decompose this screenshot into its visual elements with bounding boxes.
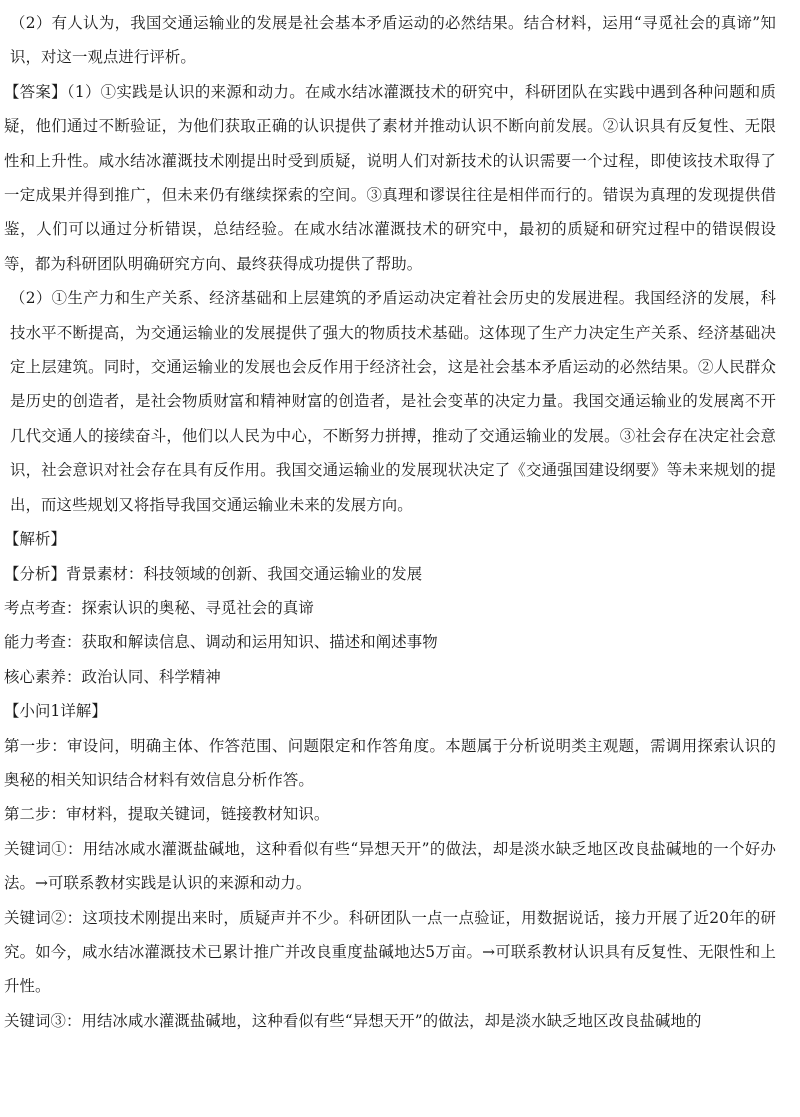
answer-part2: （2）①生产力和生产关系、经济基础和上层建筑的矛盾运动决定着社会历史的发展进程。我国经济的发展，科技水平不断提高，为交通运输业的发展提供了强大的物质技术基础。这体现了生产力决定生产关系、经济基础决定上层建筑。同时，交通运输业的发展也会反作用于经济社会，这是社会基本矛盾运动的必然结果。②人民群众是历史的创造者，是社会物质财富和精神财富的创造者，是社会变革的决定力量。我国交通运输业的发展离不开几代交通人的接续奋斗，他们以人民为中心，不断努力拼搏，推动了交通运输业的发展。③社会存在决定社会意识，社会意识对社会存在具有反作用。我国交通运输业的发展现状决定了《交通强国建设纲要》等未来规划的提出，而这些规划又将指导我国交通运输业未来的发展方向。 [10,289,776,514]
step-1: 第一步：审设问，明确主体、作答范围、问题限定和作答角度。本题属于分析说明类主观题，需调用探索认识的奥秘的相关知识结合材料有效信息分析作答。 [4,736,776,789]
answer-part1 [4,75,776,281]
keyword-2: 关键词②：这项技术刚提出来时，质疑声并不少。科研团队一点一点验证，用数据说话，接力开展了近20年的研究。如今，咸水结冰灌溉技术已累计推广并改良重度盐碱地达5万亩。→可联系教材认识具有反复性、无限性和上升性。 [4,908,776,996]
analysis-ability: 能力考查：获取和解读信息、调动和运用知识、描述和阐述事物 [4,633,438,652]
keyword-1: 关键词①：用结冰咸水灌溉盐碱地，这种看似有些“异想天开”的做法，却是淡水缺乏地区改良盐碱地的一个好办法。→可联系教材实践是认识的来源和动力。 [4,839,776,893]
document-page [4,6,776,1038]
step-2: 第二步：审材料，提取关键词，链接教材知识。 [4,805,330,824]
analysis-exam-points: 考点考查：探索认识的奥秘、寻觅社会的真谛 [4,598,314,617]
answer-label: 【答案】 [4,82,67,101]
keyword-3: 关键词③：用结冰咸水灌溉盐碱地，这种看似有些“异想天开”的做法，却是淡水缺乏地区改良盐碱地的 [4,1011,702,1030]
analysis-core-literacy: 核心素养：政治认同、科学精神 [4,667,221,686]
question-part2: （2）有人认为，我国交通运输业的发展是社会基本矛盾运动的必然结果。结合材料，运用“寻觅社会的真谛”知识，对这一观点进行评析。 [10,14,776,67]
analysis-label: 【解析】 [4,530,66,549]
analysis-background: 【分析】背景素材：科技领域的创新、我国交通运输业的发展 [4,564,423,583]
answer-part1-text: （1）①实践是认识的来源和动力。在咸水结冰灌溉技术的研究中，科研团队在实践中遇到各种问题和质疑，他们通过不断验证，为他们获取正确的认识提供了素材并推动认识不断向前发展。②认识具有反复性、无限性和上升性。咸水结冰灌溉技术刚提出时受到质疑，说明人们对新技术的认识需要一个过程，即使该技术取得了一定成果并得到推广，但未来仍有继续探索的空间。③真理和谬误往往是相伴而行的。错误为真理的发现提供借鉴，人们可以通过分析错误，总结经验。在咸水结冰灌溉技术的研究中，最初的质疑和研究过程中的错误假设等，都为科研团队明确研究方向、最终获得成功提供了帮助。 [4,82,776,273]
sub-question-1-label: 【小问1详解】 [4,702,107,721]
